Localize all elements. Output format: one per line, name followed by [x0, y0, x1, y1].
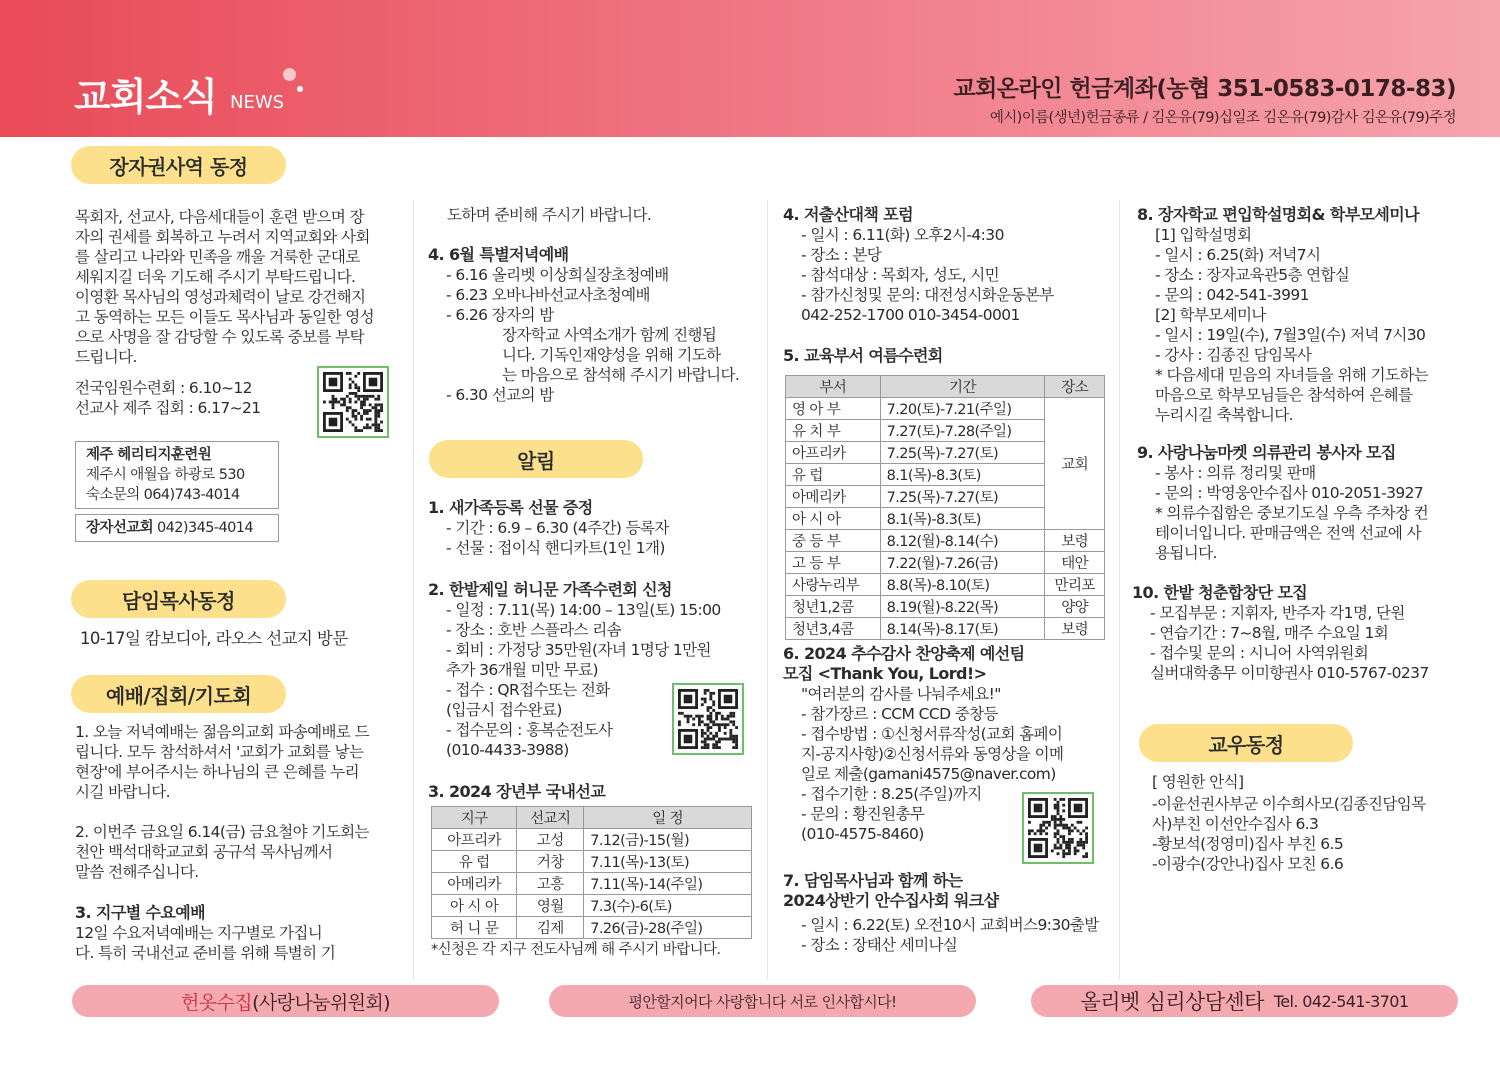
- text-line: 말씀 전해주십니다.: [75, 863, 199, 881]
- text-line: -황보석(정영미)집사 부친 6.5: [1152, 835, 1344, 853]
- table-header-cell: 일 정: [584, 807, 752, 829]
- table-cell: 김제: [517, 917, 584, 939]
- qr-code-icon: [1028, 798, 1088, 858]
- text-line: - 6.26 장자의 밤: [446, 306, 554, 324]
- table-cell: 8.12(월)-8.14(수): [880, 530, 1045, 552]
- table-cell: 사랑누리부: [786, 574, 881, 596]
- table-cell: 허 니 문: [432, 917, 517, 939]
- table-cell: 고흥: [517, 873, 584, 895]
- text-line: 드립니다.: [75, 348, 137, 366]
- qr-code[interactable]: [1022, 792, 1094, 864]
- text-line: 시길 바랍니다.: [75, 783, 170, 801]
- text-line: - 접수 : QR접수또는 전화: [446, 681, 610, 699]
- table-cell: 청년3,4콤: [786, 618, 881, 640]
- table-cell: 고성: [517, 829, 584, 851]
- item-title: 3. 지구별 수요예배: [75, 903, 205, 922]
- table-row: [786, 618, 1105, 640]
- pastor-schedule: 10-17일 캄보디아, 라오스 선교지 방문: [80, 629, 348, 648]
- text-line: 를 살리고 나라와 민족을 깨울 거룩한 군대로: [75, 248, 360, 266]
- table-cell: 고 등 부: [786, 552, 881, 574]
- table-cell: 7.3(수)-6(토): [584, 895, 752, 917]
- box-phone: 042)345-4014: [153, 520, 253, 536]
- table-cell: 8.1(목)-8.3(토): [880, 464, 1045, 486]
- table-row: [432, 851, 752, 873]
- column-divider: [767, 200, 768, 980]
- decor-dot: [283, 68, 296, 81]
- table-header-cell: 장소: [1045, 376, 1105, 398]
- box-name: 장자선교회: [86, 520, 154, 536]
- text-line: 목회자, 선교사, 다음세대들이 훈련 받으며 장: [75, 208, 365, 226]
- text-line: - 장소 : 장자교육관5층 연합실: [1155, 266, 1350, 284]
- item-title: 6. 2024 추수감사 찬양축제 예선팀: [783, 644, 1025, 663]
- workshop-section: [783, 871, 1099, 955]
- table-header-cell: 부서: [786, 376, 881, 398]
- table-cell: 태안: [1045, 552, 1105, 574]
- text-line: "여러분의 감사를 나눠주세요!": [801, 685, 1001, 703]
- item-title: 7. 담임목사님과 함께 하는: [783, 871, 963, 890]
- item-title: 2. 한밭제일 허니문 가족수련회 신청: [428, 580, 672, 599]
- table-header-cell: 기간: [880, 376, 1045, 398]
- text-line: 천안 백석대학교교회 공규석 목사님께서: [75, 843, 333, 861]
- text-line: - 모집부문 : 지휘자, 반주자 각1명, 단원: [1150, 604, 1405, 622]
- text-line: 고 동역하는 모든 이들도 목사님과 동일한 영성: [75, 308, 375, 326]
- cont-line: 도하며 준비해 주시기 바랍니다.: [447, 206, 652, 224]
- text-line: [1] 입학설명회: [1155, 226, 1252, 244]
- box-phone: 숙소문의 064)743-4014: [86, 487, 240, 503]
- qr-code[interactable]: [317, 366, 389, 438]
- table-cell: 7.20(토)-7.21(주일): [880, 398, 1045, 420]
- table-cell: 8.14(목)-8.17(토): [880, 618, 1045, 640]
- table-cell: 8.1(목)-8.3(토): [880, 508, 1045, 530]
- text-line: - 문의 : 박영웅안수집사 010-2051-3927: [1155, 484, 1424, 502]
- text-line: - 문의 : 황진원총무: [801, 805, 925, 823]
- text-line: - 문의 : 042-541-3991: [1155, 286, 1309, 304]
- qr-code[interactable]: [672, 683, 744, 755]
- text-line: 누리시길 축복합니다.: [1155, 406, 1294, 424]
- text-line: - 선물 : 접이식 핸디카트(1인 1개): [446, 539, 665, 557]
- text-line: 장자학교 사역소개가 함께 진행됩: [502, 326, 717, 344]
- table-cell: 8.8(목)-8.10(토): [880, 574, 1045, 596]
- item-title: 2024상반기 안수집사회 워크샵: [783, 891, 999, 910]
- table-cell: 만리포: [1045, 574, 1105, 596]
- table-cell: 보령: [1045, 530, 1105, 552]
- text-line: * 의류수집함은 중보기도실 우측 주차장 컨: [1155, 504, 1429, 522]
- table-cell: 보령: [1045, 618, 1105, 640]
- text-line: 일로 제출(gamani4575@naver.com): [801, 765, 1056, 783]
- jangja-text: [75, 207, 374, 367]
- table-cell: 7.11(목)-14(주일): [584, 873, 752, 895]
- footer-clothes-sub: (사랑나눔위원회): [252, 991, 390, 1014]
- table-cell: 7.11(목)-13(토): [584, 851, 752, 873]
- item-title: 모집 <Thank You, Lord!>: [783, 664, 987, 683]
- retreat-title: [783, 346, 943, 366]
- table-cell: 8.19(월)-8.22(목): [880, 596, 1045, 618]
- worship-item-3: [75, 903, 335, 963]
- table-cell: 아 시 아: [786, 508, 881, 530]
- table-cell: 양양: [1045, 596, 1105, 618]
- text-line: - 기간 : 6.9 – 6.30 (4주간) 등록자: [446, 519, 669, 537]
- text-line: - 일정 : 7.11(목) 14:00 – 13일(토) 15:00: [446, 601, 721, 619]
- item-title: 3. 2024 장년부 국내선교: [428, 782, 606, 801]
- text-line: - 장소 : 본당: [801, 246, 882, 264]
- text-line: - 접수기한 : 8.25(주일)까지: [801, 785, 982, 803]
- text-line: - 장소 : 장태산 세미나실: [801, 936, 958, 954]
- notice-1: [428, 498, 669, 558]
- worship-item-1: [75, 722, 369, 802]
- market-section: [1137, 443, 1428, 563]
- text-line: -이윤선권사부군 이수희사모(김종진담임목: [1152, 795, 1426, 813]
- section-title-pastor: 담임목사동정: [71, 580, 286, 618]
- school-section: [1137, 205, 1428, 425]
- footer-counseling: [1031, 985, 1458, 1017]
- text-line: - 일시 : 6.11(화) 오후2시-4:30: [801, 226, 1004, 244]
- text-line: - 일시 : 6.22(토) 오전10시 교회버스9:30출발: [801, 916, 1099, 934]
- item-title: 4. 6월 특별저녁예배: [428, 245, 569, 264]
- footer-counseling-tel: Tel. 042-541-3701: [1273, 991, 1409, 1011]
- box-title: 제주 헤리티지훈련원: [86, 447, 212, 463]
- text-line: 1. 오늘 저녁예배는 젊음의교회 파송예배로 드: [75, 723, 369, 741]
- section-title-members: 교우동정: [1139, 724, 1353, 762]
- header-banner: [0, 0, 1500, 137]
- table-cell: 아메리카: [432, 873, 517, 895]
- text-line: - 접수및 문의 : 시니어 사역위원회: [1150, 644, 1369, 662]
- table-row: [432, 917, 752, 939]
- jangja-schedule: [75, 378, 261, 418]
- text-line: 세워지길 더욱 기도해 주시기 부탁드립니다.: [75, 268, 356, 286]
- table-cell: 7.25(목)-7.27(토): [880, 486, 1045, 508]
- footer-clothes-label: 헌옷수집: [181, 991, 253, 1014]
- item-title: 1. 새가족등록 선물 증정: [428, 498, 593, 517]
- mission-info-box: [75, 514, 279, 542]
- table-row: [432, 895, 752, 917]
- text-line: [2] 학부모세미나: [1155, 306, 1266, 324]
- table-row: [786, 574, 1105, 596]
- text-line: (입금시 접수완료): [446, 701, 562, 719]
- special-worship: [428, 245, 739, 405]
- text-line: * 다음세대 믿음의 자녀들을 위해 기도하는: [1155, 366, 1429, 384]
- forum-section: [783, 205, 1054, 325]
- text-line: 추가 36개월 미만 무료): [446, 661, 598, 679]
- table-cell: 아프리카: [786, 442, 881, 464]
- item-title: 8. 장자학교 편입학설명회& 학부모세미나: [1137, 205, 1419, 224]
- table-header-cell: 선교지: [517, 807, 584, 829]
- retreat-table: [785, 375, 1105, 640]
- text-line: 는 마음으로 참석해 주시기 바랍니다.: [502, 366, 740, 384]
- table-row: [786, 398, 1105, 420]
- text-line: - 참석대상 : 목회자, 성도, 시민: [801, 266, 1000, 284]
- table-cell: 아 시 아: [432, 895, 517, 917]
- table-cell: 영 아 부: [786, 398, 881, 420]
- text-line: 실버대학총무 이미향권사 010-5767-0237: [1150, 664, 1429, 682]
- footer-counseling-label: 올리벳 심리상담센타: [1080, 990, 1264, 1014]
- offering-example: 예시)이름(생년)헌금종류 / 김온유(79)십일조 김온유(79)감사 김온유(79)주정: [989, 110, 1456, 126]
- text-line: - 접수방법 : ①신청서류작성(교회 홈페이: [801, 725, 1063, 743]
- text-line: 12일 수요저녁예배는 지구별로 가집니: [75, 924, 323, 942]
- table-cell: 7.22(월)-7.26(금): [880, 552, 1045, 574]
- schedule-line: 전국임원수련회 : 6.10~12: [75, 379, 252, 397]
- text-line: - 6.23 오바나바선교사초청예배: [446, 286, 650, 304]
- text-line: 이영환 목사님의 영성과체력이 날로 강건해지: [75, 288, 366, 306]
- table-cell: 청년1,2콤: [786, 596, 881, 618]
- notice-3-title: [428, 782, 605, 802]
- item-title: 9. 사랑나눔마켓 의류관리 봉사자 모집: [1137, 443, 1396, 462]
- section-title-worship: 예배/집회/기도회: [71, 675, 286, 713]
- offering-account: 교회온라인 헌금계좌(농협 351-0583-0178-83): [953, 76, 1456, 102]
- page-title: 교회소식: [74, 75, 217, 119]
- text-line: 042-252-1700 010-3454-0001: [801, 306, 1020, 324]
- table-cell-merged: 교회: [1045, 398, 1105, 530]
- item-title: 10. 한밭 청춘합창단 모집: [1132, 583, 1308, 602]
- text-line: - 6.16 올리벳 이상희실장초청예배: [446, 266, 669, 284]
- table-cell: 유 럽: [432, 851, 517, 873]
- table-cell: 영월: [517, 895, 584, 917]
- box-address: 제주시 애월읍 하광로 530: [86, 467, 245, 483]
- text-line: -이광수(강안나)집사 모친 6.6: [1152, 855, 1344, 873]
- text-line: 니다. 기독인재양성을 위해 기도하: [502, 346, 721, 364]
- table-cell: 유 럽: [786, 464, 881, 486]
- members-section: [1152, 772, 1425, 874]
- table-cell: 거창: [517, 851, 584, 873]
- text-line: - 장소 : 호반 스플라스 리솜: [446, 621, 621, 639]
- section-title-jangja: 장자권사역 동정: [71, 146, 286, 184]
- text-line: 2. 이번주 금요일 6.14(금) 금요철야 기도회는: [75, 823, 369, 841]
- table-header-cell: 지구: [432, 807, 517, 829]
- choir-section: [1132, 583, 1429, 683]
- column-divider: [1119, 200, 1120, 980]
- table-cell: 7.26(금)-28(주일): [584, 917, 752, 939]
- text-line: - 접수문의 : 홍복순전도사: [446, 721, 613, 739]
- qr-code-icon: [323, 372, 383, 432]
- table-row: [786, 530, 1105, 552]
- text-line: - 강사 : 김종진 담임목사: [1155, 346, 1312, 364]
- text-line: 테이너입니다. 판매금액은 전액 선교에 사: [1155, 524, 1421, 542]
- table-cell: 아프리카: [432, 829, 517, 851]
- footer-clothes: [72, 985, 499, 1017]
- text-line: 으로 사명을 잘 감당할 수 있도록 중보를 부탁: [75, 328, 365, 346]
- qr-code-icon: [678, 689, 738, 749]
- text-line: 지-공지사항)②신청서류와 동영상을 이메: [801, 745, 1064, 763]
- text-line: 립니다. 모두 참석하셔서 '교회가 교회를 낳는: [75, 743, 364, 761]
- text-line: 현장'에 부어주시는 하나님의 큰 은혜를 누리: [75, 763, 360, 781]
- section-title-notice: 알림: [429, 440, 643, 478]
- text-line: - 일시 : 19일(수), 7월3일(수) 저녁 7시30: [1155, 326, 1426, 344]
- text-line: - 회비 : 가정당 35만원(자녀 1명당 1만원: [446, 641, 711, 659]
- table-cell: 7.25(목)-7.27(토): [880, 442, 1045, 464]
- table-row: [786, 552, 1105, 574]
- news-label: NEWS: [230, 92, 285, 113]
- text-line: 용됩니다.: [1155, 544, 1217, 562]
- text-line: - 참가신청및 문의: 대전성시화운동본부: [801, 286, 1054, 304]
- table-row: [786, 596, 1105, 618]
- text-line: 마음으로 학부모님들은 참석하여 은혜를: [1155, 386, 1413, 404]
- heritage-info-box: [75, 441, 279, 509]
- list-item: - 6.30 선교의 밤: [446, 386, 554, 404]
- table-row: [432, 873, 752, 895]
- mission-table: [431, 806, 752, 939]
- column-divider: [413, 200, 414, 980]
- text-line: - 일시 : 6.25(화) 저녁7시: [1155, 246, 1321, 264]
- table-cell: 7.27(토)-7.28(주일): [880, 420, 1045, 442]
- table-note: *신청은 각 지구 전도사님께 해 주시기 바랍니다.: [431, 942, 721, 958]
- table-cell: 유 치 부: [786, 420, 881, 442]
- table-cell: 중 등 부: [786, 530, 881, 552]
- text-line: (010-4433-3988): [446, 741, 569, 759]
- table-cell: 아메리카: [786, 486, 881, 508]
- text-line: 다. 특히 국내선교 준비를 위해 특별히 기: [75, 944, 336, 962]
- text-line: - 봉사 : 의류 정리및 판매: [1155, 464, 1316, 482]
- schedule-line: 선교사 제주 집회 : 6.17~21: [75, 399, 261, 417]
- text-line: - 참가장르 : CCM CCD 중창등: [801, 705, 998, 723]
- text-line: 자의 권세를 회복하고 누려서 지역교회와 사회: [75, 228, 370, 246]
- worship-item-2: [75, 822, 369, 882]
- decor-dot-small: [297, 86, 303, 92]
- table-cell: 7.12(금)-15(월): [584, 829, 752, 851]
- item-title: 5. 교육부서 여름수련회: [783, 346, 943, 365]
- text-line: (010-4575-8460): [801, 825, 924, 843]
- text-line: 사)부친 이선안수집사 6.3: [1152, 815, 1319, 833]
- footer-greeting: 평안할지어다 사랑합니다 서로 인사합시다!: [549, 985, 976, 1017]
- sub-title: [ 영원한 안식]: [1152, 773, 1244, 791]
- item-title: 4. 저출산대책 포럼: [783, 205, 913, 224]
- text-line: - 연습기간 : 7~8월, 매주 수요일 1회: [1150, 624, 1389, 642]
- table-row: [432, 829, 752, 851]
